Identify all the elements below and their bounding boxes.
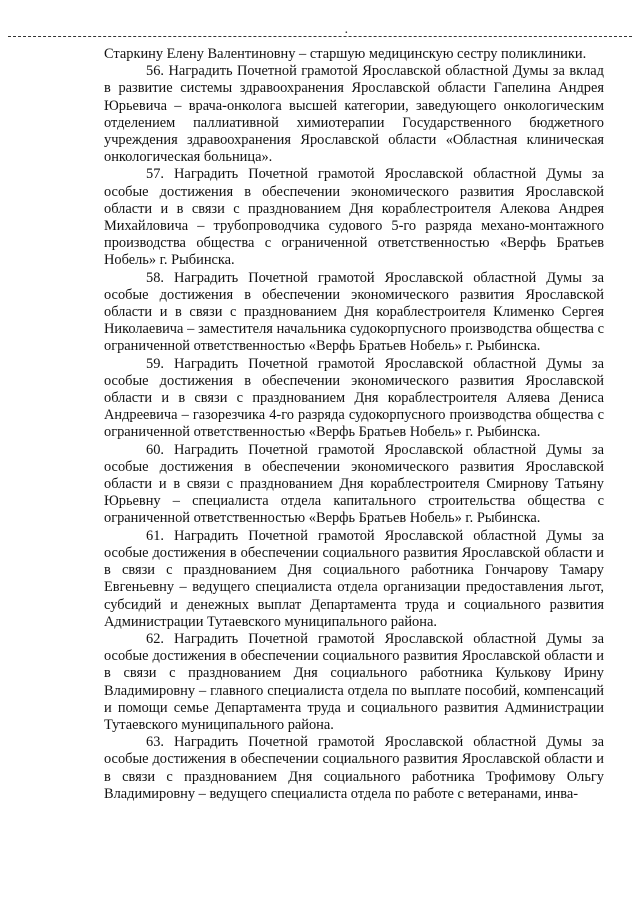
paragraph-item-62: 62. Наградить Почетной грамотой Ярославской областной Думы за особые достижения в обеспечении социального развития Ярославской области и в связи с празднованием Дня социального работника Кулькову Ирину Владимировну – главного специалиста отдела по выплате пособий, компенсаций и помощи семье Департамента труда и социального развития Администрации Тутаевского муниципального района. [104,630,604,733]
paragraph-item-59: 59. Наградить Почетной грамотой Ярославской областной Думы за особые достижения в обеспечении экономического развития Ярославской области и в связи с празднованием Дня кораблестроителя Аляева Дениса Андреевича – газорезчика 4-го разряда судокорпусного производства общества с ограниченной ответственностью «Верфь Братьев Нобель» г. Рыбинска. [104,355,604,441]
paragraph-item-56: 56. Наградить Почетной грамотой Ярославской областной Думы за вклад в развитие системы здравоохранения Ярославской области Гапелина Андрея Юрьевича – врача-онколога высшей категории, заведующего онкологическим отделением паллиативной химиотерапии Государственного бюджетного учреждения здравоохранения Ярославской области «Областная клиническая онкологическая больница». [104,63,604,166]
paragraph-item-63: 63. Наградить Почетной грамотой Ярославской областной Думы за особые достижения в обеспечении социального развития Ярославской области и в связи с празднованием Дня социального работника Трофимову Ольгу Владимировну – ведущего специалиста отдела по работе с ветеранами, инва- [104,734,604,802]
scan-top-dashed-line [8,36,632,37]
document-body [104,46,604,803]
paragraph-item-57: 57. Наградить Почетной грамотой Ярославской областной Думы за особые достижения в обеспечении экономического развития Ярославской области и в связи с празднованием Дня кораблестроителя Алекова Андрея Михайловича – трубопроводчика судового 5-го разряда механо-монтажного производства общества с ограниченной ответственностью «Верфь Братьев Нобель» г. Рыбинска. [104,166,604,269]
paragraph-continuation: Старкину Елену Валентиновну – старшую медицинскую сестру поликлиники. [104,46,587,62]
scan-top-mark: · [344,26,349,41]
paragraph-item-58: 58. Наградить Почетной грамотой Ярославской областной Думы за особые достижения в обеспечении экономического развития Ярославской области и в связи с празднованием Дня кораблестроителя Клименко Сергея Николаевича – заместителя начальника судокорпусного производства общества с ограниченной ответственностью «Верфь Братьев Нобель» г. Рыбинска. [104,269,604,355]
paragraph-item-61: 61. Наградить Почетной грамотой Ярославской областной Думы за особые достижения в обеспечении социального развития Ярославской области и в связи с празднованием Дня социального работника Гончарову Тамару Евгеньевну – ведущего специалиста отдела организации предоставления льгот, субсидий и денежных выплат Департамента труда и социального развития Администрации Тутаевского муниципального района. [104,527,604,630]
paragraph-item-60: 60. Наградить Почетной грамотой Ярославской областной Думы за особые достижения в обеспечении экономического развития Ярославской области и в связи с празднованием Дня кораблестроителя Смирнову Татьяну Юрьевну – специалиста отдела капитального строительства общества с ограниченной ответственностью «Верфь Братьев Нобель» г. Рыбинска. [104,441,604,527]
